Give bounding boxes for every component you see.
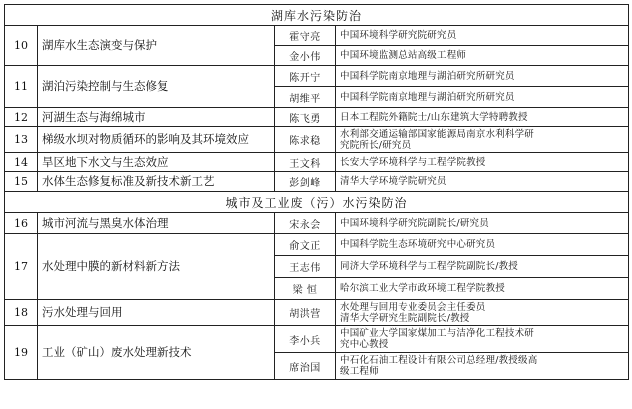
affiliation-line: 清华大学研究生院副院长/教授 [340,312,470,324]
topic: 旱区地下水文与生态效应 [38,153,275,172]
person-affiliation [336,300,629,326]
person-name: 李小兵 [275,326,336,353]
person-name: 彭剑峰 [275,172,336,192]
person-name: 霍守亮 [275,26,336,46]
row-number: 16 [5,213,38,234]
person-name: 席治国 [275,353,336,380]
row-number: 17 [5,234,38,300]
row-number: 13 [5,127,38,153]
topic: 湖库水生态演变与保护 [38,26,275,66]
table-row [5,26,629,46]
person-name: 陈求稳 [275,127,336,153]
topic: 工业（矿山）废水处理新技术 [38,326,275,380]
affiliation-line: 水利部交通运输部国家能源局南京水利科学研 [340,128,535,140]
person-name: 金小伟 [275,46,336,66]
affiliation-line: 中石化石油工程设计有限公司总经理/教授级高 [340,355,538,366]
topic: 污水处理与回用 [38,300,275,326]
person-affiliation: 同济大学环境科学与工程学院副院长/教授 [336,256,629,278]
person-affiliation: 哈尔滨工业大学市政环境工程学院教授 [336,278,629,300]
affiliation-line: 水处理与回用专业委员会主任委员 [340,301,486,313]
person-affiliation: 日本工程院外籍院士/山东建筑大学特聘教授 [336,108,629,127]
person-name: 王文科 [275,153,336,172]
person-affiliation: 长安大学环境科学与工程学院教授 [336,153,629,172]
person-name: 胡洪营 [275,300,336,326]
person-affiliation: 中国科学院生态环境研究中心研究员 [336,234,629,256]
affiliation-line: 究中心教授 [340,339,389,350]
program-table [4,4,629,380]
person-affiliation: 中国环境科学研究院研究员 [336,26,629,46]
table-row [5,108,629,127]
person-name: 梁 恒 [275,278,336,300]
person-affiliation [336,326,629,353]
person-affiliation: 中国环境监测总站高级工程师 [336,46,629,66]
person-affiliation: 中国科学院南京地理与湖泊研究所研究员 [336,66,629,87]
person-name: 陈飞勇 [275,108,336,127]
topic: 梯级水坝对物质循环的影响及其环境效应 [38,127,275,153]
row-number: 12 [5,108,38,127]
person-affiliation: 中国环境科学研究院副院长/研究员 [336,213,629,234]
section-title: 湖库水污染防治 [5,5,629,26]
affiliation-line: 中国矿业大学国家煤加工与洁净化工程技术研 [340,328,535,339]
person-name: 王志伟 [275,256,336,278]
topic: 水体生态修复标准及新技术新工艺 [38,172,275,192]
table-row [5,153,629,172]
table-row [5,172,629,192]
table-row [5,326,629,353]
section-title: 城市及工业废（污）水污染防治 [5,192,629,213]
person-name: 胡维平 [275,87,336,108]
topic: 水处理中膜的新材料新方法 [38,234,275,300]
topic: 河湖生态与海绵城市 [38,108,275,127]
section-header-row [5,5,629,26]
person-affiliation: 清华大学环境学院研究员 [336,172,629,192]
row-number: 19 [5,326,38,380]
topic: 城市河流与黑臭水体治理 [38,213,275,234]
table-row [5,213,629,234]
table-row [5,66,629,87]
topic: 湖泊污染控制与生态修复 [38,66,275,108]
table-row [5,300,629,326]
affiliation-line: 级工程师 [340,366,379,377]
row-number: 11 [5,66,38,108]
table-row [5,234,629,256]
table-row [5,127,629,153]
row-number: 14 [5,153,38,172]
row-number: 15 [5,172,38,192]
person-name: 俞文正 [275,234,336,256]
person-affiliation [336,353,629,380]
person-affiliation [336,127,629,153]
affiliation-line: 究院所长/研究员 [340,139,412,151]
person-name: 陈开宁 [275,66,336,87]
section-header-row [5,192,629,213]
person-name: 宋永会 [275,213,336,234]
row-number: 18 [5,300,38,326]
row-number: 10 [5,26,38,66]
person-affiliation: 中国科学院南京地理与湖泊研究所研究员 [336,87,629,108]
